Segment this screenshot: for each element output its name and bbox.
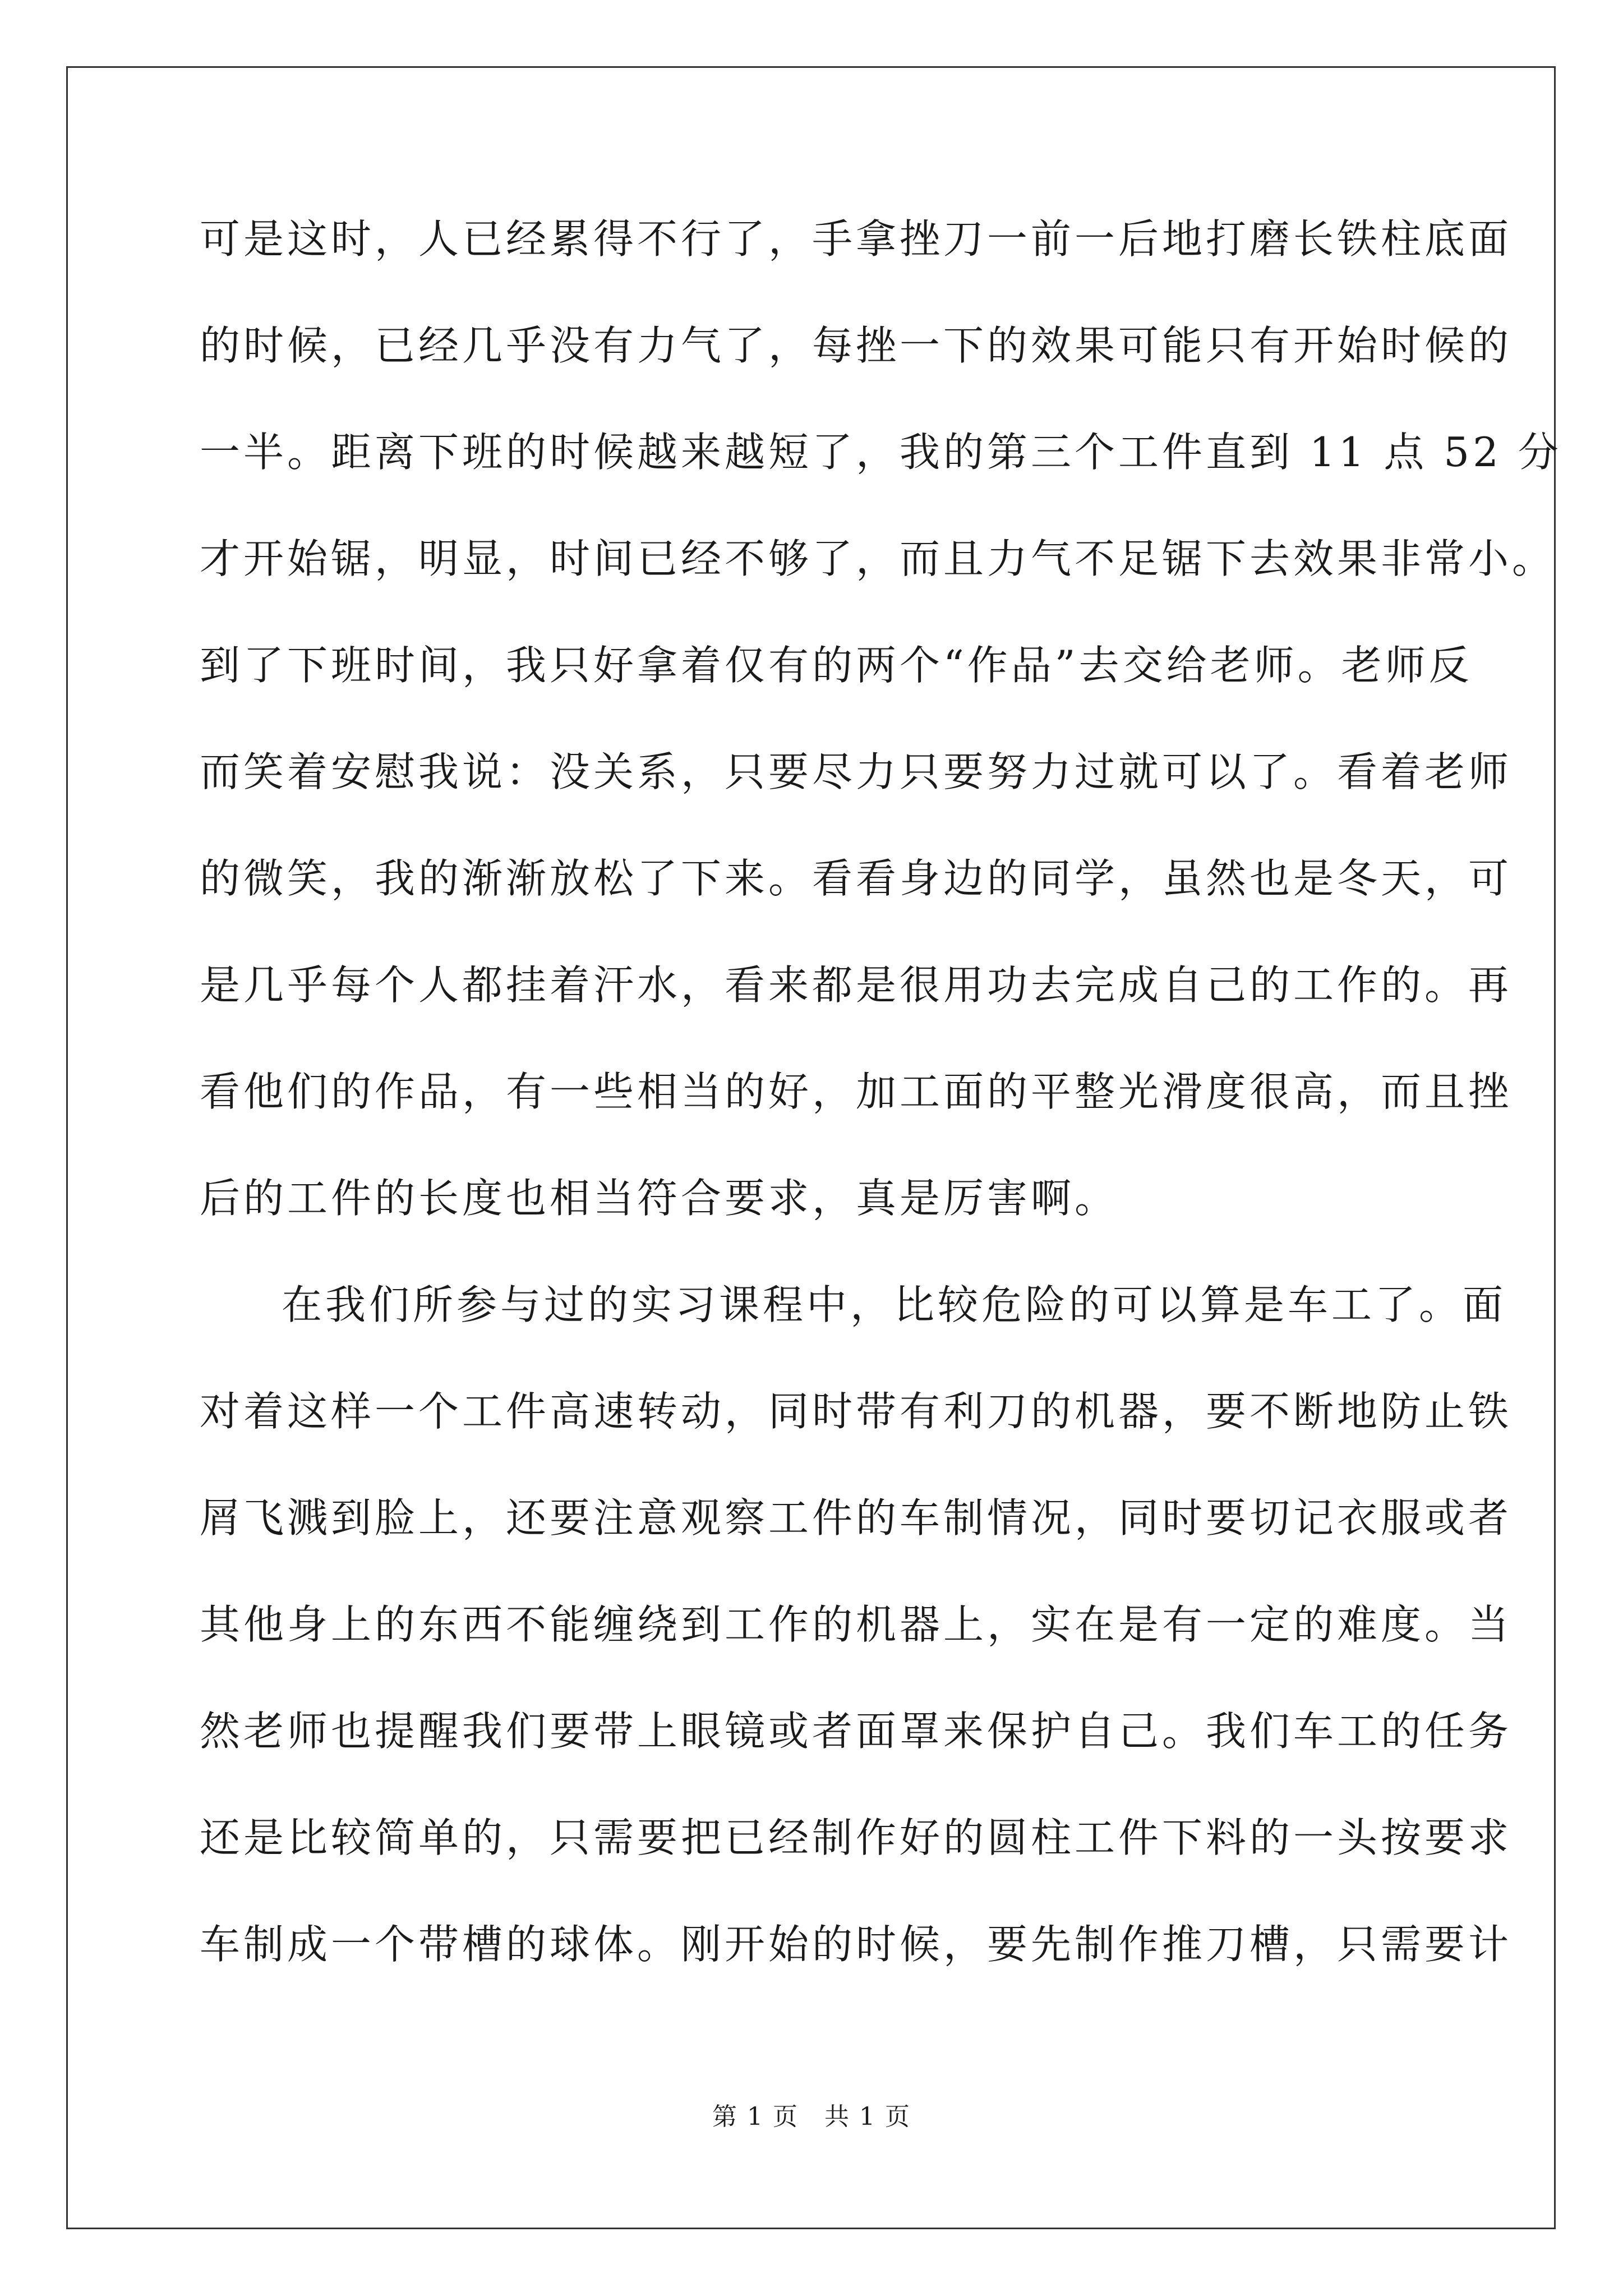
- paragraph-start-line: 在我们所参与过的实习课程中，比较危险的可以算是车工了。面: [282, 1281, 1507, 1328]
- text-line: 可是这时，人已经累得不行了，手拿挫刀一前一后地打磨长铁柱底面: [200, 215, 1513, 263]
- text-line: 看他们的作品，有一些相当的好，加工面的平整光滑度很高，而且挫: [200, 1068, 1513, 1115]
- page-number: 第 1 页 共 1 页: [712, 2102, 911, 2131]
- text-line: 其他身上的东西不能缠绕到工作的机器上，实在是有一定的难度。当: [200, 1601, 1513, 1648]
- text-line: 到了下班时间，我只好拿着仅有的两个“作品”去交给老师。老师反: [200, 642, 1473, 689]
- text-line: 才开始锯，明显，时间已经不够了，而且力气不足锯下去效果非常小。: [200, 535, 1556, 582]
- text-line: 的时候，已经几乎没有力气了，每挫一下的效果可能只有开始时候的: [200, 322, 1513, 369]
- text-line: 而笑着安慰我说：没关系，只要尽力只要努力过就可以了。看着老师: [200, 748, 1513, 795]
- text-line: 屑飞溅到脸上，还要注意观察工件的车制情况，同时要切记衣服或者: [200, 1494, 1513, 1542]
- text-line: 后的工件的长度也相当符合要求，真是厉害啊。: [200, 1175, 1119, 1222]
- text-line: 对着这样一个工件高速转动，同时带有利刀的机器，要不断地防止铁: [200, 1388, 1513, 1435]
- text-line: 还是比较简单的，只需要把已经制作好的圆柱工件下料的一头按要求: [200, 1814, 1513, 1861]
- text-line: 是几乎每个人都挂着汗水，看来都是很用功去完成自己的工作的。再: [200, 961, 1513, 1009]
- text-line: 的微笑，我的渐渐放松了下来。看看身边的同学，虽然也是冬天，可: [200, 855, 1513, 902]
- text-line: 一半。距离下班的时候越来越短了，我的第三个工件直到 11 点 52 分: [200, 429, 1562, 476]
- text-line: 车制成一个带槽的球体。刚开始的时候，要先制作推刀槽，只需要计: [200, 1921, 1513, 1968]
- text-line: 然老师也提醒我们要带上眼镜或者面罩来保护自己。我们车工的任务: [200, 1708, 1513, 1755]
- body-text: [200, 215, 1562, 2031]
